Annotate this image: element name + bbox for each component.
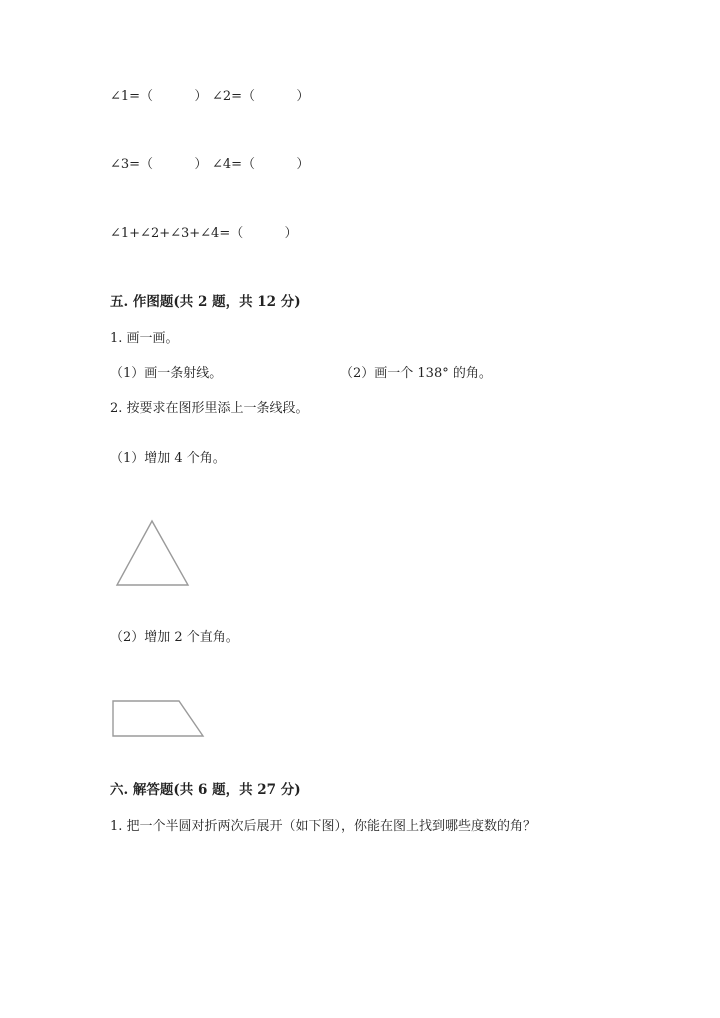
section-5-heading: 五. 作图题(共 2 题，共 12 分): [110, 294, 301, 310]
s6-question-1: 1. 把一个半圆对折两次后展开（如下图），你能在图上找到哪些度数的角？: [110, 819, 537, 834]
triangle-figure: [110, 515, 200, 595]
angle-4-blank: ∠4=（ ）: [212, 157, 310, 172]
angle-sum-blank: ∠1+∠2+∠3+∠4=（ ）: [110, 226, 298, 241]
triangle-shape: [117, 521, 188, 585]
angle-1-blank: ∠1=（ ）: [110, 89, 208, 104]
angle-2-blank: ∠2=（ ）: [212, 89, 310, 104]
trapezoid-figure: [105, 695, 215, 745]
angle-3-blank: ∠3=（ ）: [110, 157, 208, 172]
s5-question-1: 1. 画一画。: [110, 331, 179, 346]
s5-q1-part-2: （2）画一个 138° 的角。: [340, 366, 492, 381]
s5-q1-part-1: （1）画一条射线。: [110, 366, 223, 381]
s5-q2-part-2: （2）增加 2 个直角。: [110, 630, 239, 645]
s5-q2-part-1: （1）增加 4 个角。: [110, 451, 226, 466]
section-6-heading: 六. 解答题(共 6 题，共 27 分): [110, 782, 301, 798]
right-trapezoid-shape: [113, 701, 203, 736]
s5-question-2: 2. 按要求在图形里添上一条线段。: [110, 401, 309, 416]
